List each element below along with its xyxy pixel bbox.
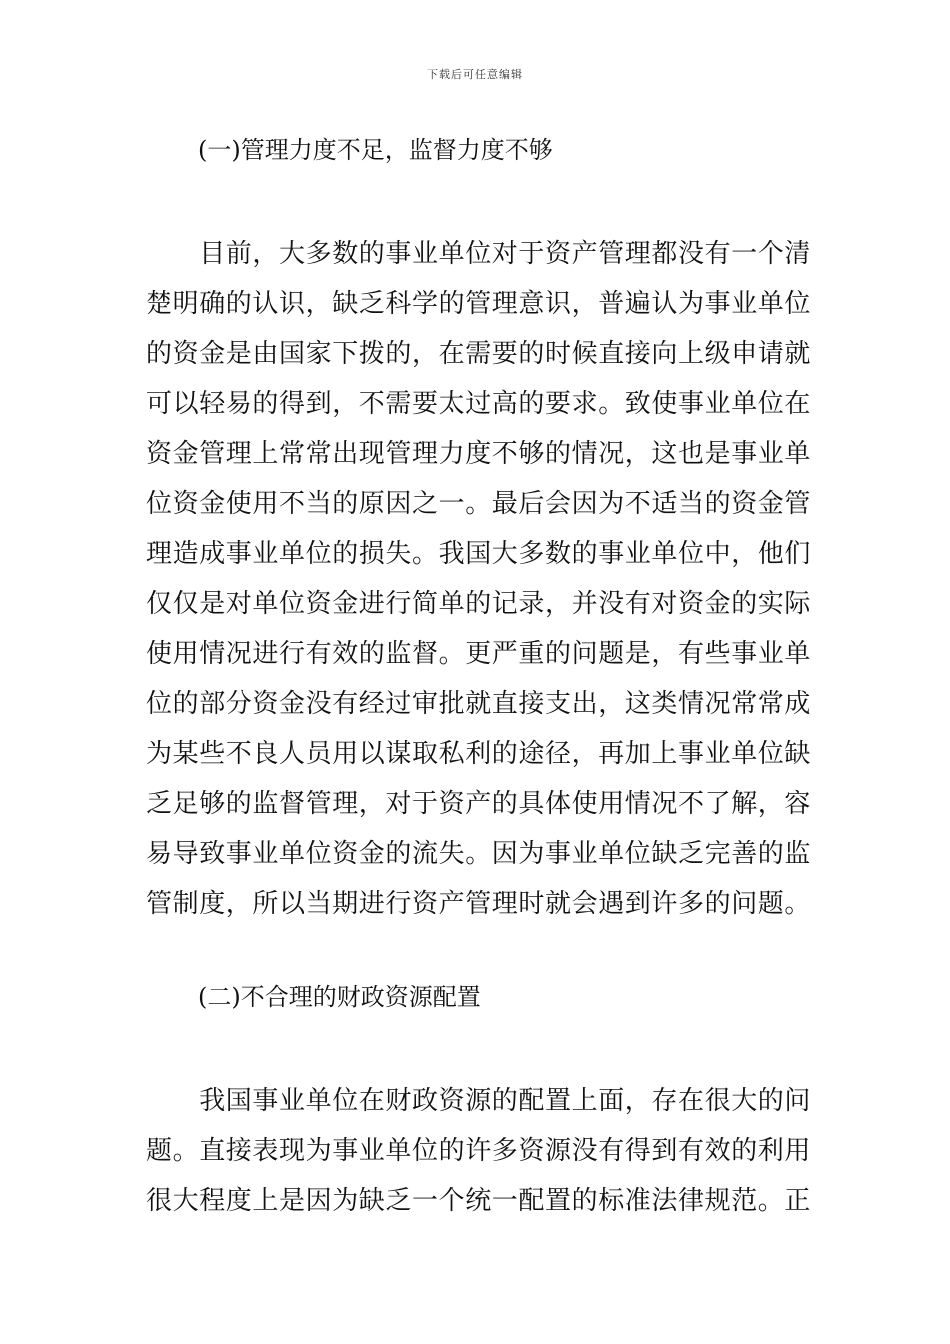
page-header-note: 下载后可任意编辑 — [427, 68, 523, 81]
paragraph-line: 为某些不良人员用以谋取私利的途径，再加上事业单位缺 — [146, 739, 812, 769]
paragraph-line: 目前，大多数的事业单位对于资产管理都没有一个清 — [146, 239, 812, 269]
paragraph-line: 位的部分资金没有经过审批就直接支出，这类情况常常成 — [146, 689, 812, 719]
paragraph-line: 位资金使用不当的原因之一。最后会因为不适当的资金管 — [146, 489, 812, 519]
paragraph-2 — [146, 1076, 814, 1226]
paragraph-line: 仅仅是对单位资金进行简单的记录，并没有对资金的实际 — [146, 589, 812, 619]
paragraph-line: 易导致事业单位资金的流失。因为事业单位缺乏完善的监 — [146, 839, 812, 869]
paragraph-1 — [146, 229, 814, 929]
paragraph-line: 可以轻易的得到，不需要太过高的要求。致使事业单位在 — [146, 389, 812, 419]
paragraph-line: 理造成事业单位的损失。我国大多数的事业单位中，他们 — [146, 539, 812, 569]
paragraph-line: 资金管理上常常出现管理力度不够的情况，这也是事业单 — [146, 439, 812, 469]
paragraph-line: 很大程度上是因为缺乏一个统一配置的标准法律规范。正 — [146, 1186, 812, 1216]
paragraph-line: 题。直接表现为事业单位的许多资源没有得到有效的利用 — [146, 1136, 812, 1166]
section-heading-1: (一)管理力度不足，监督力度不够 — [198, 136, 553, 164]
paragraph-line: 乏足够的监督管理，对于资产的具体使用情况不了解，容 — [146, 789, 812, 819]
section-heading-2: (二)不合理的财政资源配置 — [198, 983, 481, 1011]
paragraph-line: 的资金是由国家下拨的，在需要的时候直接向上级申请就 — [146, 339, 812, 369]
paragraph-line: 使用情况进行有效的监督。更严重的问题是，有些事业单 — [146, 639, 812, 669]
paragraph-line: 楚明确的认识，缺乏科学的管理意识，普遍认为事业单位 — [146, 289, 812, 319]
paragraph-line: 管制度，所以当期进行资产管理时就会遇到许多的问题。 — [146, 889, 812, 919]
paragraph-line: 我国事业单位在财政资源的配置上面，存在很大的问 — [146, 1086, 812, 1116]
